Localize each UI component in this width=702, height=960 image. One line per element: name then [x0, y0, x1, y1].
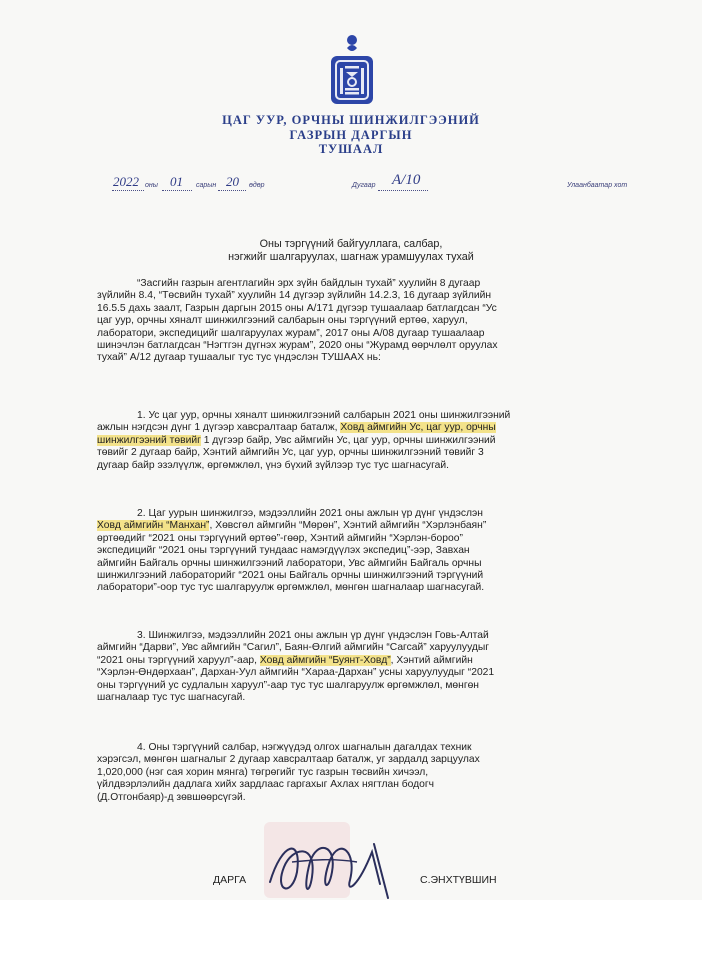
text-line — [97, 422, 625, 434]
text-segment: , Хэнтий аймгийн — [390, 654, 473, 666]
clause-1-paragraph — [97, 410, 625, 472]
date-year-line — [112, 190, 144, 191]
text-line: “Засгийн газрын агентлагийн эрх зүйн байдлын тухай” хуулийн 8 дугаар — [137, 278, 481, 289]
clause-3-paragraph — [97, 630, 625, 704]
state-emblem-icon — [327, 30, 377, 110]
order-label: ТУШААЛ — [318, 142, 384, 156]
highlighted-text: шинжилгээний төвийг — [97, 434, 201, 446]
text-line: экспедицийг “2021 оны тэргүүний тундаас намэгдүүлэх экспедиц”-ээр, Завхан — [97, 545, 470, 557]
document-title-line1: Оны тэргүүний байгууллага, салбар, — [259, 238, 443, 250]
text-line — [97, 655, 625, 667]
clause-2-paragraph — [97, 508, 625, 595]
text-segment: “2021 оны тэргүүний харуул”-аар, — [97, 654, 260, 666]
clause-4-paragraph — [97, 742, 625, 804]
document-title-line2: нэгжийг шалгаруулах, шагнаж урамшуулах тухай — [228, 251, 474, 263]
text-line: цаг уур, орчны хяналт шинжилгээний салбарын оны тэргүүний ертөө, харуул, — [97, 315, 468, 327]
text-line: зүйлийн 8.4, “Төсвийн тухай” хуулийн 14 дүгээр зүйлийн 14.2.3, 16 дугаар зүйлийн — [97, 290, 492, 302]
text-line: төвийг 2 дугаар байр, Хэнтий аймгийн Ус, цаг уур, орчны шинжилгээний төвийг 3 — [97, 447, 484, 459]
text-line: (Д.Отгонбаяр)-д зөвшөөрсүгэй. — [97, 791, 246, 803]
text-line: шинэчлэн батлагдсан “Нэгтгэн дүгнэх журам”, 2020 оны “Журамд өөрчлөлт оруулах — [97, 340, 498, 352]
text-line: лаборатори, экспедицийг шалгаруулах журам”, 2017 оны А/08 дугаар тушаалаар — [97, 327, 485, 339]
highlighted-text: Ховд аймгийн “Буянт-Ховд” — [259, 654, 391, 666]
signatory-title: ДАРГА — [213, 874, 247, 886]
date-month-line — [162, 190, 192, 191]
number-prefix: Дугаар — [352, 182, 376, 189]
text-segment: , Хөвсгөл аймгийн “Мөрөн”, Хэнтий аймгийн “Хэрлэнбаян” — [209, 520, 487, 532]
text-line: үйлдвэрлэлийн дадлага хийх зардлаас гаргахыг Ахлах нягтлан бодогч — [97, 779, 434, 791]
text-segment: ажлын нэгдсэн дүнг 1 дүгээр хавсралтаар баталж, — [97, 422, 341, 434]
order-number: А/10 — [392, 172, 421, 188]
date-year: 2022 — [113, 174, 139, 189]
text-line: 1. Ус цаг уур, орчны хяналт шинжилгээний салбарын 2021 оны шинжилгээний — [137, 410, 511, 421]
text-line: тухай” А/12 дугаар тушаалыг тус тус үндэслэн ТУШААХ нь: — [97, 352, 381, 364]
handwritten-signature — [262, 832, 412, 904]
date-day-line — [218, 190, 246, 191]
text-line: 16.5.5 дахь заалт, Газрын даргын 2015 оны А/171 дүгээр тушаалаар батлагдсан “Ус — [97, 302, 497, 314]
preamble-paragraph — [97, 278, 625, 365]
date-month-suffix: сарын — [196, 182, 217, 189]
text-line: аймгийн Байгаль орчны шинжилгээний лаборатори, Увс аймгийн Байгаль орчны — [97, 557, 482, 569]
text-line: дугаар байр эзэлүүлж, өргөмжлөл, үнэ бүхий зүйлээр тус тус шагнасугай. — [97, 459, 449, 471]
org-name-line1: ЦАГ УУР, ОРЧНЫ ШИНЖИЛГЭЭНИЙ — [222, 113, 480, 127]
text-line: шагналаар тус тус шагнасугай. — [97, 692, 246, 704]
text-line: 4. Оны тэргүүний салбар, нэгжүүдэд олгох шагналын дагалдах техник — [137, 742, 472, 753]
text-line — [97, 520, 625, 532]
text-line: 2. Цаг уурын шинжилгээ, мэдээллийн 2021 оны ажлын үр дүнг үндэслэн — [137, 508, 483, 519]
org-name-line2: ГАЗРЫН ДАРГЫН — [289, 128, 413, 142]
text-line — [97, 435, 625, 447]
page-bottom-margin — [0, 900, 702, 960]
date-year-suffix: оны — [145, 182, 158, 189]
text-segment: 1 дүгээр байр, Увс аймгийн Ус, цаг уур, орчны шинжилгээний — [200, 434, 496, 446]
date-month: 01 — [170, 174, 183, 189]
city-label: Улаанбаатар хот — [567, 182, 628, 189]
text-line: оны тэргүүний ус судлалын харуул”-аар тус тус шалгаруулж өргөмжлөл, мөнгөн — [97, 679, 479, 691]
highlighted-text: Ховд аймгийн “Манхан” — [97, 520, 210, 532]
text-line: аймгийн “Дарви”, Увс аймгийн “Сагил”, Баян-Өлгий аймгийн “Сагсай” харуулуудыг — [97, 642, 490, 654]
number-line — [378, 190, 428, 191]
date-day-suffix: өдөр — [249, 182, 265, 189]
text-line: хэрэгсэл, мөнгөн шагналыг 2 дугаар хавсралтаар баталж, уг зардалд зарцуулах — [97, 754, 480, 766]
text-line: 1,020,000 (нэг сая хорин мянга) төгрөгийг тус газрын төсвийн хичээл, — [97, 766, 429, 778]
text-line: “Хэрлэн-Өндөрхаан”, Дархан-Уул аймгийн “Хараа-Дархан” усны харуулуудыг “2021 — [97, 667, 495, 679]
text-line: өртөөдийг “2021 оны тэргүүний өртөө”-гөөр, Хэнтий аймгийн “Хэрлэн-бороо” — [97, 532, 463, 544]
highlighted-text: Ховд аймгийн Ус, цаг уур, орчны — [340, 422, 496, 434]
text-line: лаборатори”-оор тус тус шалгаруулж өргөмжлөл, мөнгөн шагналаар шагнасугай. — [97, 582, 485, 594]
text-line: шинжилгээний лабораторийг “2021 оны Байгаль орчны шинжилгээний тэргүүний — [97, 570, 484, 582]
signatory-name: С.ЭНХТҮВШИН — [420, 874, 497, 886]
date-day: 20 — [226, 174, 239, 189]
text-line: 3. Шинжилгээ, мэдээллийн 2021 оны ажлын үр дүнг үндэслэн Говь-Алтай — [137, 630, 489, 641]
